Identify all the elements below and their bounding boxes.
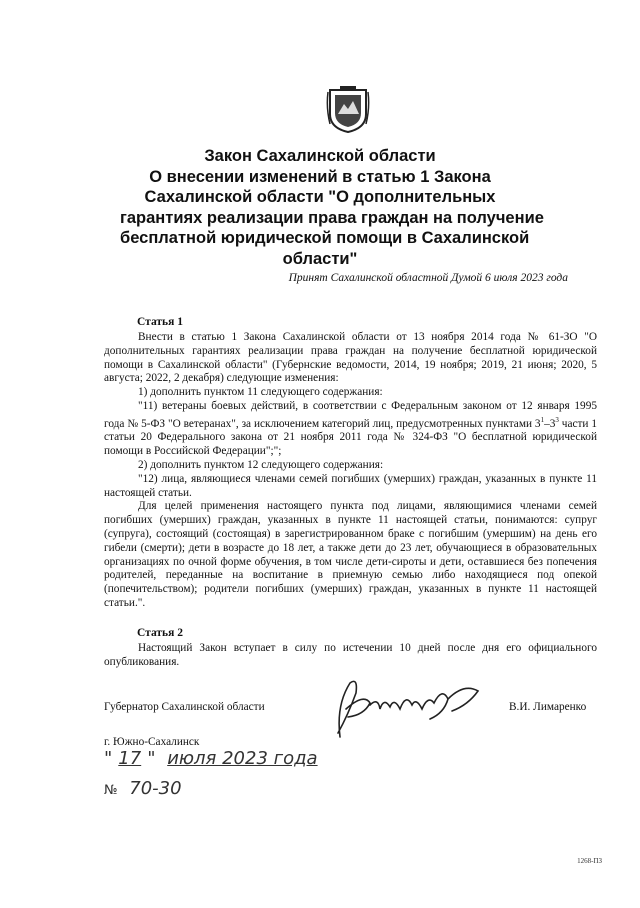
item-1-label: 1) дополнить пунктом 11 следующего содержания: xyxy=(138,386,383,399)
date-quote-open: " xyxy=(104,748,113,769)
article-2-body xyxy=(104,642,597,670)
title-line: области" xyxy=(282,249,358,268)
article-1-body xyxy=(104,331,597,611)
article-2-text: Настоящий Закон вступает в силу по истечении 10 дней после дня его официального опубликования. xyxy=(104,642,597,668)
title-line: бесплатной юридической помощи в Сахалинской xyxy=(120,229,530,247)
coat-of-arms-icon xyxy=(326,84,370,134)
law-number xyxy=(104,778,182,799)
item-2-paragraph: Для целей применения настоящего пункта под лицами, являющимися членами семей погибших (умерших) граждан, указанных в пункте 11 настоящей статьи, понимаются: супруг (супруга), состоящий (состоящая) в зарегистрированном браке с погибшим (умершим) на день его гибели (смерти); дети в возрасте до 18 лет, а также дети до 23 лет, обучающиеся в образовательных организациях по очной форме обучения, в том числе дети-сироты и дети, оставшиеся без попечения родителей, переданные на воспитание в приемную семью либо находящиеся под опекой (попечительством); родители погибших (умерших) граждан, указанных в пункте 11 настоящей статьи.". xyxy=(104,500,597,609)
handwritten-signature xyxy=(318,675,488,745)
article-1-heading: Статья 1 xyxy=(137,316,183,328)
footer-code: 1268-ПЗ xyxy=(577,857,602,865)
item-1-text-b: части 1 статьи 20 Федерального закона от 21 ноября 2011 года № 324-ФЗ "О бесплатной юридической помощи в Российской Федерации";"; xyxy=(104,417,597,458)
governor-position: Губернатор Сахалинской области xyxy=(104,701,265,713)
date-quote-close: " xyxy=(147,748,156,769)
date-day: 17 xyxy=(118,748,142,769)
governor-name: В.И. Лимаренко xyxy=(509,701,587,713)
item-1-text-a: "11) ветераны боевых действий, в соответствии с Федеральным законом от 12 января 1995 года № 5-ФЗ "О ветеранах", за исключением категорий лиц, предусмотренных пунктами 3 xyxy=(104,399,597,430)
number-sign: № xyxy=(104,783,118,798)
item-1-text xyxy=(104,400,597,459)
date-month-year: июля 2023 года xyxy=(167,748,318,769)
item-2-text: "12) лица, являющиеся членами семей погибших (умерших) граждан, указанных в пункте 11 настоящей статьи. xyxy=(104,472,597,499)
article-2-heading: Статья 2 xyxy=(137,627,183,639)
city: г. Южно-Сахалинск xyxy=(104,736,200,748)
title-line: Закон Сахалинской области xyxy=(204,147,436,165)
article-1-intro: Внести в статью 1 Закона Сахалинской области от 13 ноября 2014 года № 61-ЗО "О дополнительных гарантиях реализации права граждан на получение бесплатной юридической помощи в Сахалинской области" (Губернские ведомости, 2014, 19 ноября; 2019, 21 июня; 2020, 5 августа; 2022, 2 декабря) следующие изменения: xyxy=(104,331,597,385)
title-line: О внесении изменений в статью 1 Закона xyxy=(149,167,491,186)
adoption-note: Принят Сахалинской областной Думой 6 июля 2023 года xyxy=(288,272,568,284)
superscript: 1 xyxy=(540,415,545,424)
number-value: 70-30 xyxy=(129,778,182,799)
signing-date xyxy=(104,748,318,769)
superscript: 3 xyxy=(555,415,559,424)
title-line: Сахалинской области "О дополнительных xyxy=(144,188,496,206)
law-title xyxy=(120,146,544,269)
title-line: гарантиях реализации права граждан на получение xyxy=(120,208,544,227)
item-2-label: 2) дополнить пунктом 12 следующего содержания: xyxy=(138,458,384,471)
range-dash: –3 xyxy=(544,417,556,430)
